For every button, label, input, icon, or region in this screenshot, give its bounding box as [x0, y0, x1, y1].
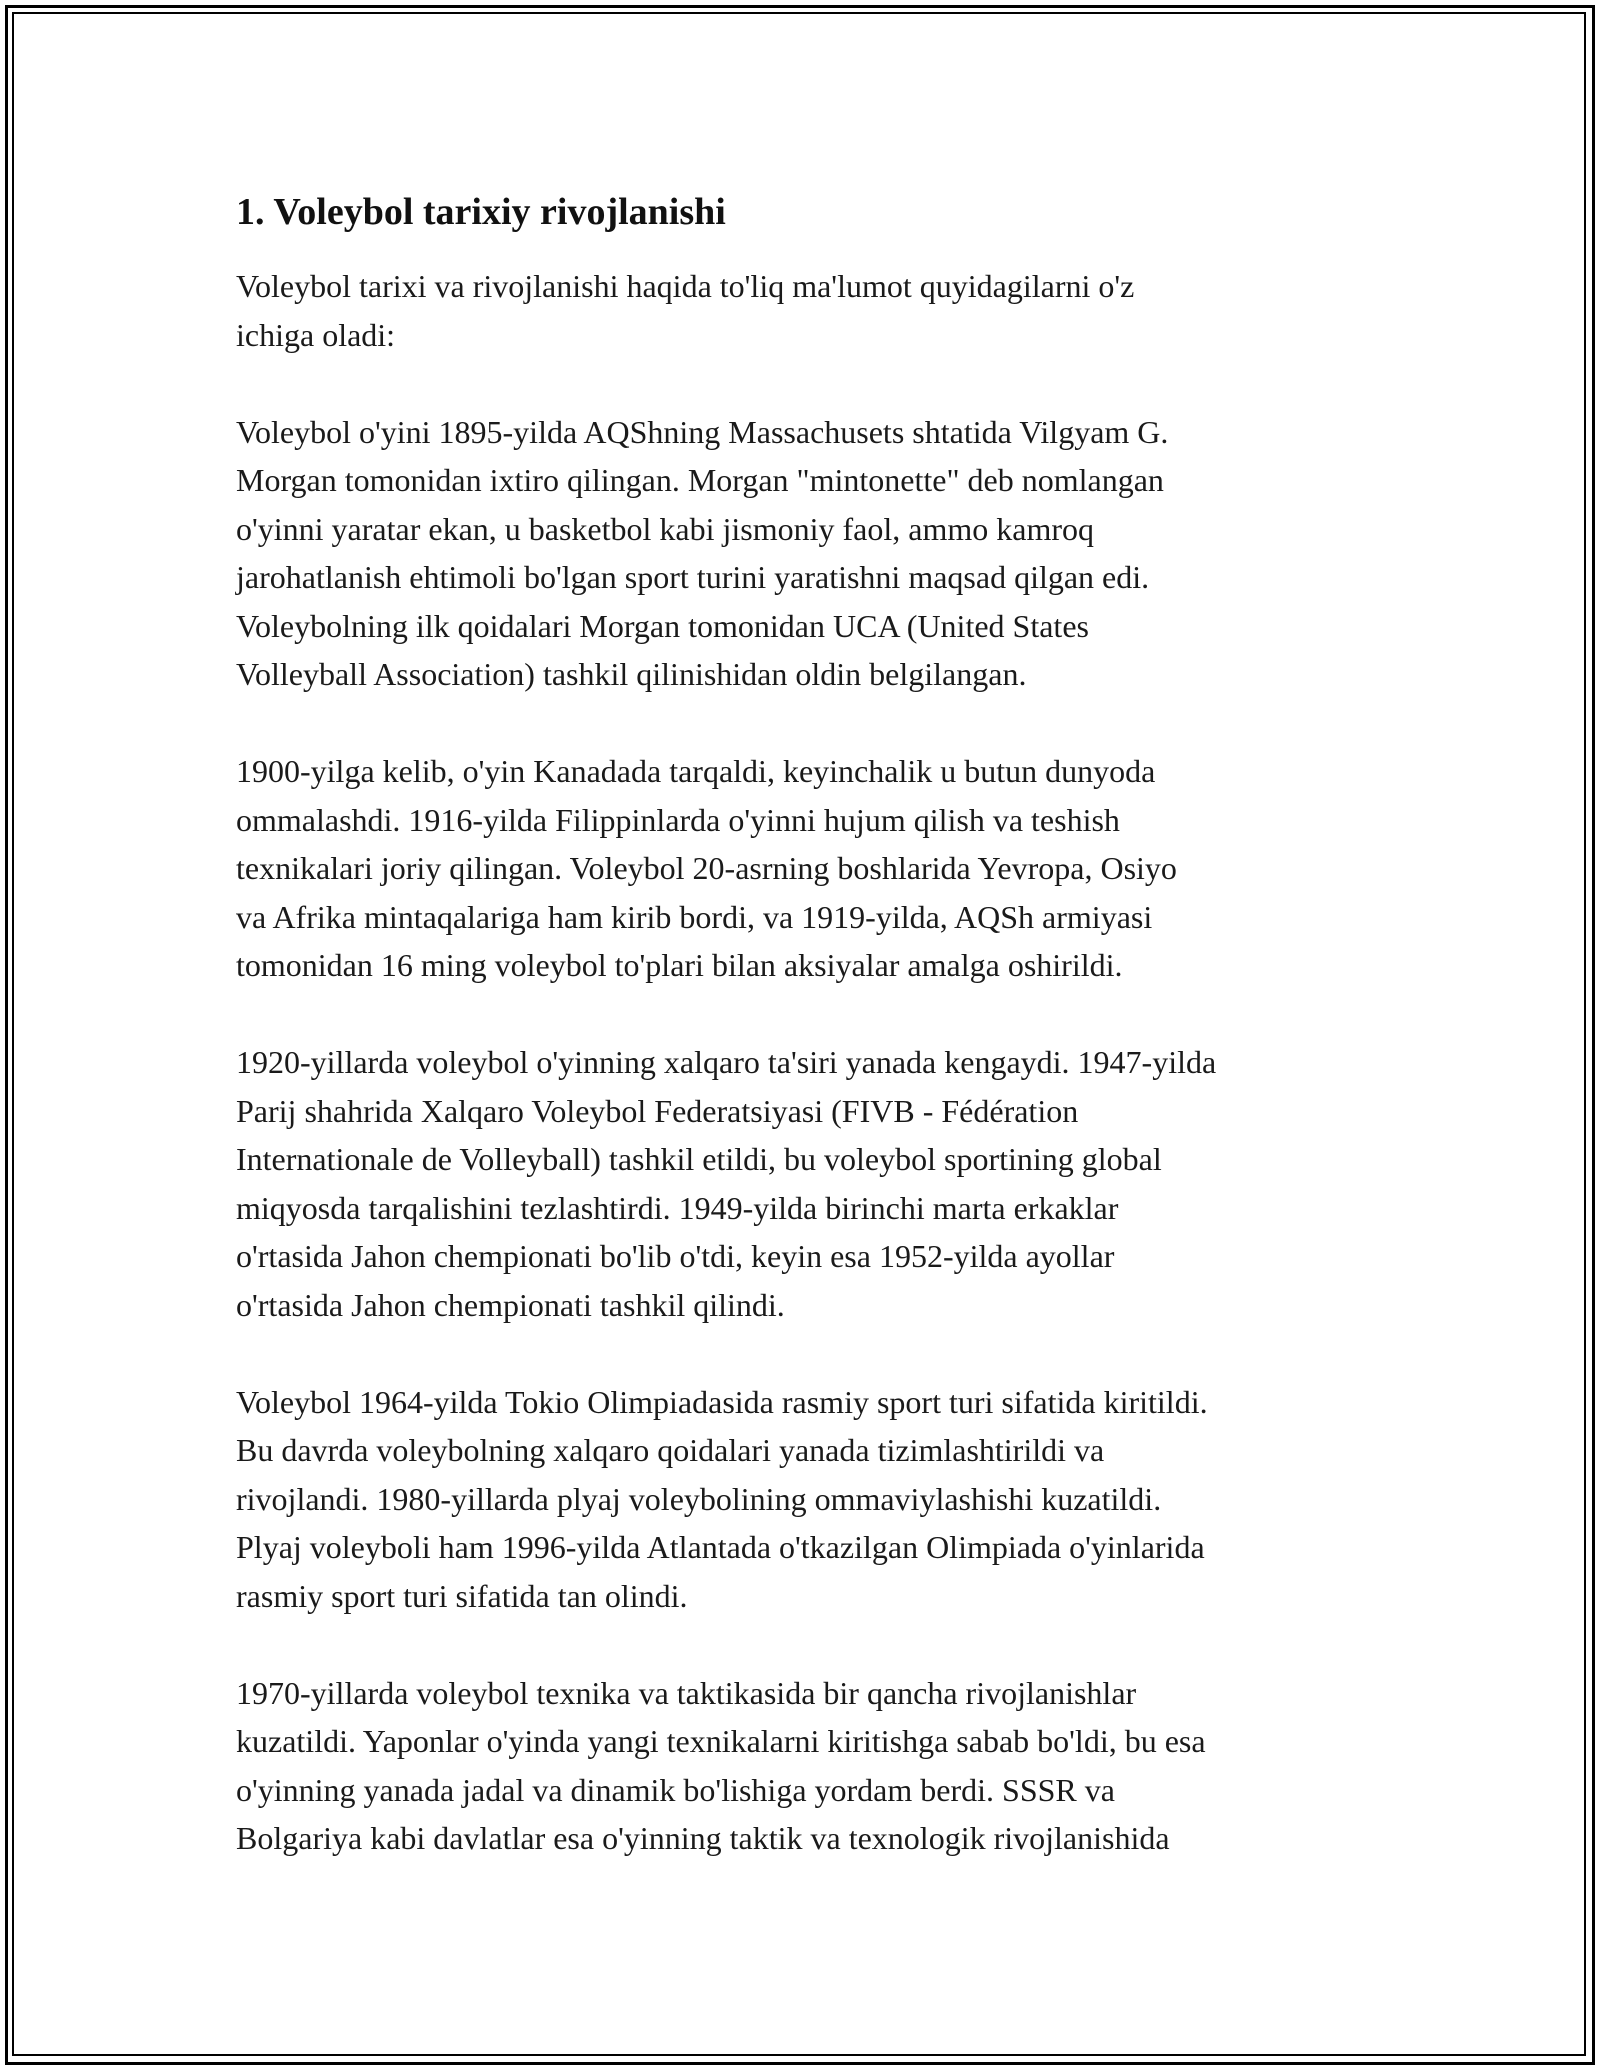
section-heading: 1. Voleybol tarixiy rivojlanishi	[236, 191, 726, 233]
paragraph-origin: Voleybol o'yini 1895-yilda AQShning Massachusets shtatida Vilgyam G. Morgan tomonidan ixtiro qilingan. Morgan "mintonette" deb nomlangan o'yinni yaratar ekan, u basketbol kabi jismoniy faol, ammo kamroq jarohatlanish ehtimoli bo'lgan sport turini yaratishni maqsad qilgan edi. Voleybolning ilk qoidalari Morgan tomonidan UCA (United States Volleyball Association) tashkil qilinishidan oldin belgilangan.	[236, 413, 1169, 692]
document-body	[236, 188, 1376, 1911]
paragraph-spread: 1900-yilga kelib, o'yin Kanadada tarqaldi, keyinchalik u butun dunyoda ommalashdi. 1916-yilda Filippinlarda o'yinni hujum qilish va teshish texnikalari joriy qilingan. Voleybol 20-asrning boshlarida Yevropa, Osiyo va Afrika mintaqalariga ham kirib bordi, va 1919-yilda, AQSh armiyasi tomonidan 16 ming voleybol to'plari bilan aksiyalar amalga oshirildi.	[236, 753, 1177, 983]
paragraph-olympics: Voleybol 1964-yilda Tokio Olimpiadasida rasmiy sport turi sifatida kiritildi. Bu davrda voleybolning xalqaro qoidalari yanada tizimlashtirildi va rivojlandi. 1980-yillarda plyaj voleybolining ommaviylashishi kuzatildi. Plyaj voleyboli ham 1996-yilda Atlantada o'tkazilgan Olimpiada o'yinlarida rasmiy sport turi sifatida tan olindi.	[236, 1383, 1208, 1614]
paragraph-intro: Voleybol tarixi va rivojlanishi haqida to'liq ma'lumot quyidagilarni o'z ichiga oladi:	[236, 268, 1135, 353]
paragraph-technique: 1970-yillarda voleybol texnika va taktikasida bir qancha rivojlanishlar kuzatildi. Yaponlar o'yinda yangi texnikalarni kiritishga sabab bo'ldi, bu esa o'yinning yanada jadal va dinamik bo'lishiga yordam berdi. SSSR va Bolgariya kabi davlatlar esa o'yinning taktik va texnologik rivojlanishida	[236, 1674, 1206, 1856]
paragraph-international: 1920-yillarda voleybol o'yinning xalqaro ta'siri yanada kengaydi. 1947-yilda Parij shahrida Xalqaro Voleybol Federatsiyasi (FIVB - Fédération Internationale de Volleyball) tashkil etildi, bu voleybol sportining global miqyosda tarqalishini tezlashtirdi. 1949-yilda birinchi marta erkaklar o'rtasida Jahon chempionati bo'lib o'tdi, keyin esa 1952-yilda ayollar o'rtasida Jahon chempionati tashkil qilindi.	[236, 1044, 1217, 1323]
